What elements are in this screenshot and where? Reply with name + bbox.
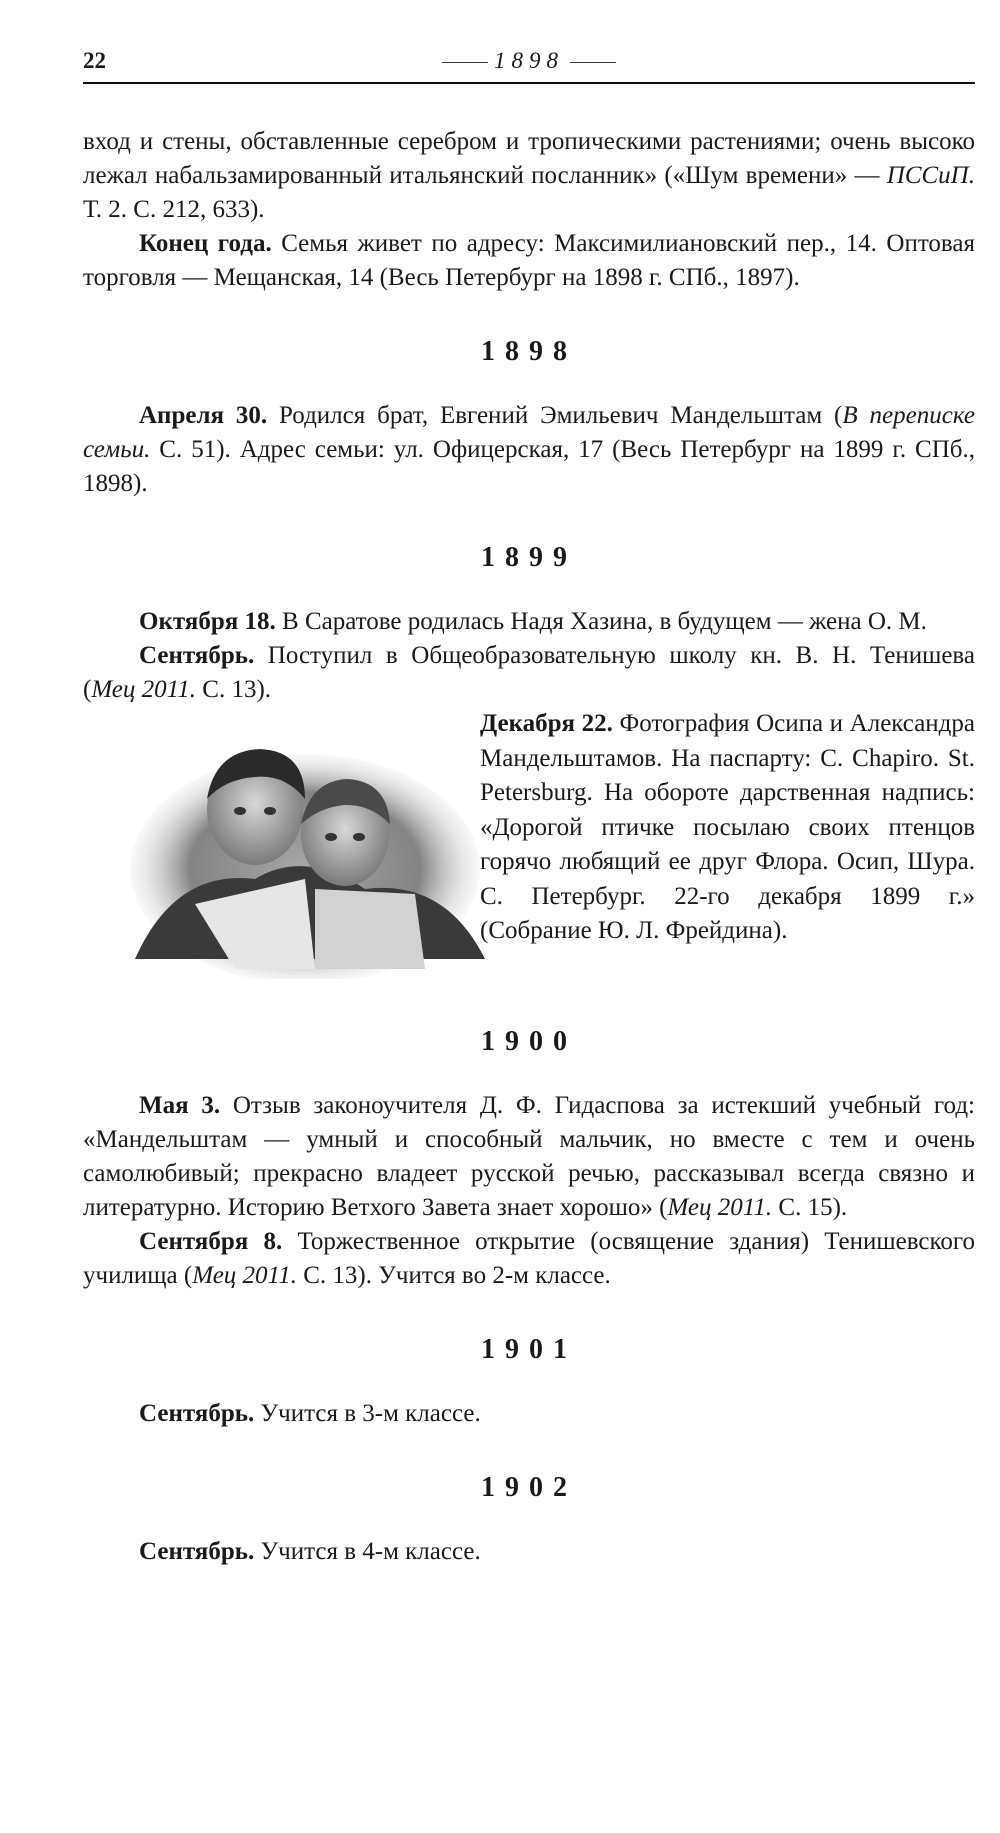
entry-1899-october: [83, 605, 975, 639]
entry-source: Мец 2011.: [192, 1262, 297, 1289]
entry-text: В Саратове родилась Надя Хазина, в будущем — жена О. М.: [275, 608, 927, 635]
running-header: [83, 44, 975, 84]
intro-paragraph: [83, 125, 975, 227]
entry-text: С. 15).: [772, 1194, 848, 1221]
entry-date-label: Мая 3.: [139, 1092, 221, 1119]
year-heading-1901: 1901: [481, 1334, 577, 1365]
header-dash-left: [442, 62, 488, 63]
entry-1898-april: [83, 399, 975, 501]
page-body: [83, 125, 975, 1569]
entry-text: С. 13). Учится во 2-м классе.: [296, 1262, 611, 1289]
end-of-year-entry: [83, 227, 975, 295]
entry-source: Мец 2011.: [667, 1194, 773, 1221]
entry-date-label: Сентябрь.: [139, 642, 255, 669]
photo-brothers: [115, 729, 495, 979]
photo-caption: [480, 707, 975, 949]
entry-text: Учится в 4-м классе.: [254, 1538, 481, 1565]
header-dash-right: [570, 62, 616, 63]
entry-1900-september: [83, 1225, 975, 1293]
entry-1899-september: [83, 639, 975, 707]
year-heading-1900: 1900: [481, 1026, 577, 1057]
entry-text: С. 51). Адрес семьи: ул. Офицерская, 17 (Весь Петербург на 1899 г. СПб., 1898).: [83, 436, 975, 497]
entry-text: Поступил в Общеобразовательную школу кн. В. Н. Тенишева (: [83, 642, 975, 703]
entry-date-label: Декабря 22.: [480, 710, 613, 737]
entry-1899-december: [480, 707, 975, 949]
entry-text: Семья живет по адресу: Максимилиановский пер., 14. Оптовая торговля — Мещанская, 14 (Весь Петербург на 1898 г. СПб., 1897).: [83, 230, 975, 291]
entry-1900-may: [83, 1089, 975, 1225]
entry-date-label: Сентября 8.: [139, 1228, 283, 1255]
year-heading-1898: 1898: [481, 336, 577, 367]
intro-text: вход и стены, обставленные серебром и тропическими растениями; очень высоко лежал набальзамированный итальянский посланник» («Шум времени» —: [83, 128, 975, 189]
photo-brothers-image: [115, 729, 495, 979]
entry-text: Учится в 3-м классе.: [254, 1400, 481, 1427]
year-heading-1902: 1902: [481, 1472, 577, 1503]
entry-source: В переписке семьи.: [83, 402, 975, 463]
entry-text: Родился брат, Евгений Эмильевич Мандельштам (: [267, 402, 843, 429]
entry-1902-september: [83, 1535, 975, 1569]
entry-1901-september: [83, 1397, 975, 1431]
entry-date-label: Сентябрь.: [139, 1400, 255, 1427]
entry-text: Торжественное открытие (освящение здания) Тенишевского училища (: [83, 1228, 976, 1289]
entry-text: Фотография Осипа и Александра Мандельштамов. На паспарту: C. Chapiro. St. Petersburg. На обороте дарственная надпись: «Дорогой птичке посылаю своих птенцов горячо любящий ее друг Флора. Осип, Шура. С. Петербург. 22-го декабря 1899 г.» (Собрание Ю. Л. Фрейдина).: [480, 710, 976, 944]
page-number: 22: [83, 48, 106, 73]
entry-date-label: Октября 18.: [139, 608, 276, 635]
entry-date-label: Конец года.: [139, 230, 272, 257]
entry-source: Мец 2011.: [91, 676, 197, 703]
running-title: [83, 48, 975, 74]
photo-figure-row: [83, 707, 975, 997]
entry-date-label: Сентябрь.: [139, 1538, 255, 1565]
running-title-text: 1898: [494, 48, 564, 73]
year-heading-1899: 1899: [481, 542, 577, 573]
intro-source-rest: Т. 2. С. 212, 633).: [83, 196, 265, 223]
entry-text: Отзыв законоучителя Д. Ф. Гидаспова за истекший учебный год: «Мандельштам — умный и способный мальчик, но вместе с тем и очень самолюбивый; прекрасно владеет русской речью, рассказывал всегда связно и литературно. Историю Ветхого Завета знает хорошо» (: [83, 1092, 975, 1221]
intro-source: ПССиП.: [886, 162, 975, 189]
entry-date-label: Апреля 30.: [139, 402, 268, 429]
entry-text: С. 13).: [196, 676, 272, 703]
